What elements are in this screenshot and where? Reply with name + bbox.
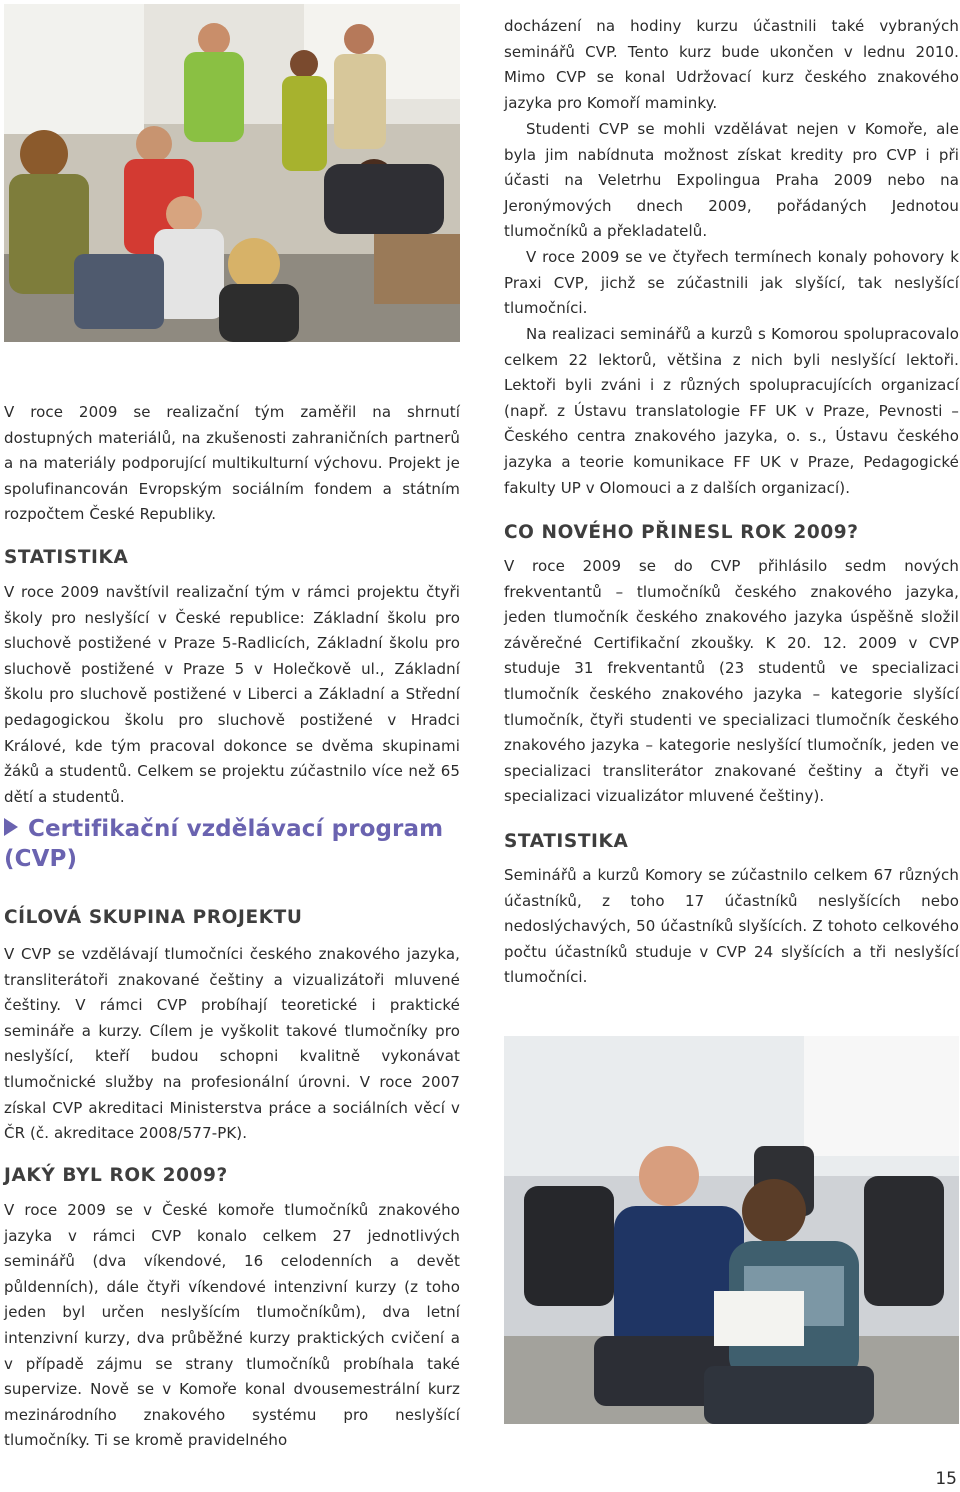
statistika-right-paragraph: Seminářů a kurzů Komory se zúčastnilo celkem 67 různých účastníků, z toho 17 účastníků neslyšících nebo nedoslýchavých, 50 účastníků slyšících. Z tohoto celkového počtu účastníků studuje v CVP 24 slyšících a tři neslyšící tlumočníci. <box>504 866 959 987</box>
right-paragraph-3: V roce 2009 se ve čtyřech termínech konaly pohovory k Praxi CVP, jichž se zúčastnili jak slyšící, tak neslyšící tlumočníci. <box>504 248 959 318</box>
co-noveho-paragraph: V roce 2009 se do CVP přihlásilo sedm nových frekventantů – tlumočníků českého znakového jazyka, jeden tlumočník českého znakového jazyka úspěšně složil závěrečné Certifikační zkoušky. K 20. 12. 2009 v CVP studuje 31 frekventantů (23 studentů ve specializaci tlumočník českého znakového jazyka – kategorie slyšící tlumočník, čtyři studenti ve specializaci tlumočník českého znakového jazyka – kategorie neslyšící tlumočník, jeden ve specializaci transliterátor znakované češtiny a čtyři ve specializaci vizualizátor mluvené češtiny). <box>504 557 959 806</box>
heading-jaky-byl-rok: JAKÝ BYL ROK 2009? <box>4 1165 228 1186</box>
triangle-bullet-icon <box>4 818 18 836</box>
cilova-skupina-paragraph: V CVP se vzdělávají tlumočníci českého znakového jazyka, transliterátoři znakované češtiny a vizualizátoři mluvené češtiny. V rámci CVP probíhají teoretické i praktické semináře a kurzy. Cílem je vyškolit takové tlumočníky pro neslyšící, kteří budou schopni kvalitně vykonávat tlumočnické služby na profesionální úrovni. V roce 2007 získal CVP akreditaci Ministerstva práce a sociálních věcí v ČR (č. akreditace 2008/577-PK). <box>4 945 460 1143</box>
intro-paragraph: V roce 2009 se realizační tým zaměřil na shrnutí dostupných materiálů, na zkušenosti zahraničních partnerů a na materiály podporující multikulturní výchovu. Projekt je spolufinancován Evropským sociálním fondem a státním rozpočtem České Republiky. <box>4 403 460 524</box>
right-paragraph-4: Na realizaci seminářů a kurzů s Komorou spolupracovalo celkem 22 lektorů, většina z nich byli neslyšící lektoři. Lektoři byli zváni i z různých spolupracujících organizací (např. z Ústavu translatologie FF UK v Praze, Pevnosti – Českého centra znakového jazyka, o. s., Ústavu českého jazyka a teorie komunikace FF UK v Praze, Pedagogické fakulty UP v Olomouci a z dalších organizací). <box>504 325 959 497</box>
heading-cilova-skupina: CÍLOVÁ SKUPINA PROJEKTU <box>4 907 303 928</box>
photo-classroom <box>4 4 460 342</box>
page-number: 15 <box>935 1469 957 1489</box>
heading-statistika-right: STATISTIKA <box>504 831 629 852</box>
right-paragraph-1: docházení na hodiny kurzu účastnili také vybraných seminářů CVP. Tento kurz bude ukončen v lednu 2010. Mimo CVP se konal Udržovací kurz českého znakového jazyka pro Komoří maminky. <box>504 17 959 112</box>
jaky-byl-rok-paragraph: V roce 2009 se v České komoře tlumočníků znakového jazyka v rámci CVP konalo celkem 27 jednotlivých seminářů (dva víkendové, 16 celodenních a devět půldenních), dále čtyři víkendové intenzivní kurzy (z toho jeden byl určen neslyšícím tlumočníkům), dva letní intenzivní kurzy, dva průběžné kurzy praktických cvičení a v případě zájmu se strany tlumočníků probíhala také supervize. Nově se v Komoře konal dvousemestrální kurz mezinárodního znakového systému pro neslyšící tlumočníky. Ti se kromě pravidelného <box>4 1201 460 1450</box>
section-title-cvp: Certifikační vzdělávací program (CVP) <box>4 816 444 872</box>
statistika-paragraph: V roce 2009 navštívil realizační tým v rámci projektu čtyři školy pro neslyšící v České republice: Základní školu pro sluchově postižené v Praze 5-Radlicích, Základní školu pro sluchově postižené v Praze 5 v Holečkově ul., Základní školu pro sluchově postižené v Liberci a Základní a Střední pedagogickou školu pro sluchově postižené v Hradci Králové, kde tým pracoval dokonce se dvěma skupinami žáků a studentů. Celkem se projektu zúčastnilo více než 65 dětí a studentů. <box>4 583 460 806</box>
photo-students <box>504 1036 959 1424</box>
heading-co-noveho: CO NOVÉHO PŘINESL ROK 2009? <box>504 522 859 543</box>
heading-statistika: STATISTIKA <box>4 547 129 568</box>
right-paragraph-2: Studenti CVP se mohli vzdělávat nejen v Komoře, ale byla jim nabídnuta možnost získat kredity pro CVP i při účasti na Veletrhu Expolingua Praha 2009 nebo na Jeronýmových dnech 2009, pořádaných Jednotou tlumočníků a překladatelů. <box>504 120 959 241</box>
